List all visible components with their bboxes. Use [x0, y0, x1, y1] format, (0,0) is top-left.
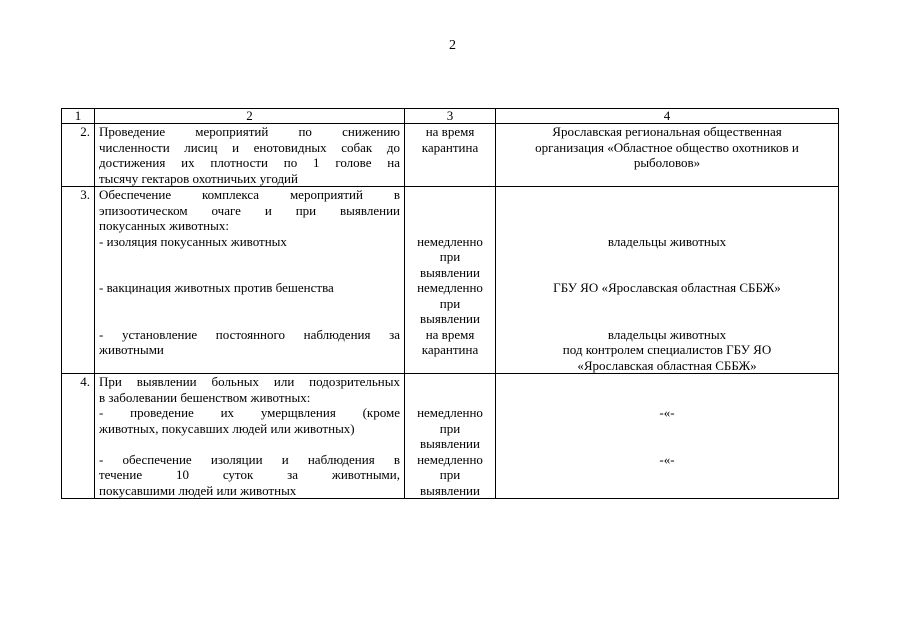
table-row — [62, 187, 839, 374]
responsible-cell: -«- -«- — [496, 374, 839, 499]
measures-table — [61, 108, 839, 499]
table-row — [62, 374, 839, 499]
header-cell-3: 3 — [405, 109, 496, 124]
table-header-row — [62, 109, 839, 124]
measure-text: Проведение мероприятий по снижению численности лисиц и енотовидных собак до достижения их плотности по 1 голове на тысячу гектаров охотничьих угодий — [95, 124, 405, 187]
page-number: 2 — [449, 38, 456, 53]
responsible-cell: владельцы животных ГБУ ЯО «Ярославская областная СББЖ» владельцы животных под контролем специалистов ГБУ ЯО «Ярославская областная СББЖ» — [496, 187, 839, 374]
row-number: 4. — [62, 374, 95, 499]
header-cell-2: 2 — [95, 109, 405, 124]
term-cell: немедленно при выявлении немедленно при выявлении на время карантина — [405, 187, 496, 374]
responsible-cell: Ярославская региональная общественная организация «Областное общество охотников и рыболовов» — [496, 124, 839, 187]
measure-text: При выявлении больных или подозрительных в заболевании бешенством животных: - проведение их умерщвления (кроме животных, покусавших людей или животных) - обеспечение изоляции и наблюдения в течение 10 суток за животными, покусавшими людей или животных — [95, 374, 405, 499]
table-row — [62, 124, 839, 187]
row-number: 3. — [62, 187, 95, 374]
header-cell-4: 4 — [496, 109, 839, 124]
term-cell: немедленно при выявлении немедленно при выявлении — [405, 374, 496, 499]
row-number: 2. — [62, 124, 95, 187]
header-cell-1: 1 — [62, 109, 95, 124]
term-cell: на время карантина — [405, 124, 496, 187]
measure-text: Обеспечение комплекса мероприятий в эпизоотическом очаге и при выявлении покусанных животных: - изоляция покусанных животных - вакцинация животных против бешенства - установление постоянного наблюдения за животными — [95, 187, 405, 374]
